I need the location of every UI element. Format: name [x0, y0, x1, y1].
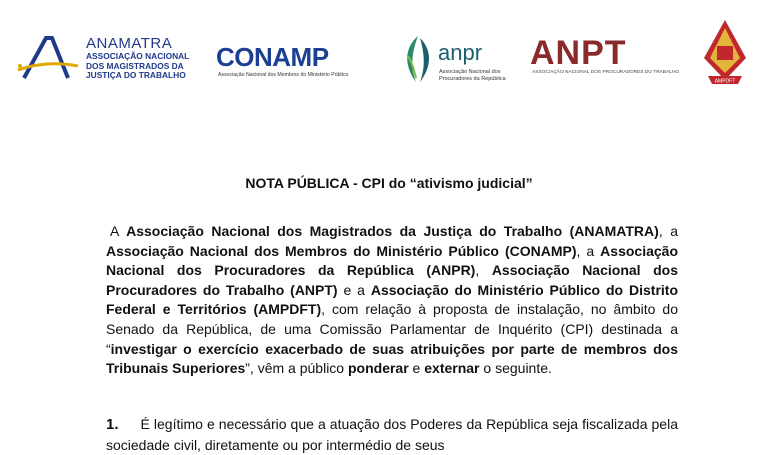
paragraph-intro — [106, 222, 678, 379]
org-ampdft: Associação do Ministério Público do Distrito Federal e Territórios (AMPDFT) — [106, 281, 678, 318]
org-conamp: Associação Nacional dos Membros do Ministério Público (CONAMP) — [106, 242, 577, 259]
anpt-logo — [530, 34, 680, 83]
text-run: , com relação à proposta de instalação, no âmbito do Senado da República, de uma Comissão Parlamentar de Inquérito (CPI) destinada a “ — [106, 301, 678, 357]
org-anpt: Associação Nacional dos Procuradores do Trabalho (ANPT) — [106, 262, 679, 298]
text-run: , — [475, 262, 492, 279]
text-run: e a — [337, 281, 371, 298]
paragraph-1 — [106, 414, 678, 455]
document-title: NOTA PÚBLICA - CPI do “ativismo judicial” — [245, 175, 533, 191]
anpr-name: anpr — [438, 40, 483, 65]
anamatra-subtitle — [86, 52, 189, 81]
ampdft-label: AMPDFT — [714, 78, 736, 85]
logo-header — [0, 0, 778, 110]
anamatra-logo — [16, 30, 190, 90]
anpr-logo — [398, 32, 518, 87]
anpr-emblem-icon — [398, 32, 438, 87]
cpi-purpose: investigar o exercício exacerbado de suas atribuições por parte de membros dos Tribunais Superiores — [106, 340, 678, 377]
conamp-logo — [216, 42, 356, 82]
anpr-caption-line: Procuradores da República — [439, 75, 506, 82]
conamp-name: CONAMP — [216, 42, 329, 72]
text-run: , a — [576, 242, 601, 259]
text-run: , a — [658, 223, 678, 239]
keyword-ponderar: ponderar — [347, 360, 409, 377]
ampdft-crest — [700, 18, 750, 88]
text-run: o seguinte. — [479, 360, 552, 377]
anamatra-name: ANAMATRA — [86, 35, 173, 52]
anpt-name: ANPT — [530, 34, 627, 72]
text-run: ”, vêm a público — [245, 360, 348, 377]
ampdft-crest-icon — [700, 18, 750, 88]
anamatra-sub-line: DOS MAGISTRADOS DA — [86, 60, 184, 71]
paragraph-number: 1. — [106, 416, 119, 433]
org-anamatra: Associação Nacional dos Magistrados da Justiça do Trabalho (ANAMATRA) — [126, 223, 659, 239]
anamatra-sub-line: JUSTIÇA DO TRABALHO — [86, 70, 186, 80]
org-anpr: Associação Nacional dos Procuradores da República (ANPR) — [106, 242, 678, 279]
conamp-caption: Associação Nacional dos Membros do Ministério Público — [218, 72, 349, 78]
anpr-caption-line: Associação Nacional dos — [439, 69, 501, 75]
text-run: A — [110, 223, 127, 239]
anpr-caption — [439, 69, 506, 82]
text-run: e — [408, 360, 425, 377]
anamatra-emblem-icon — [16, 30, 86, 90]
paragraph-text: É legítimo e necessário que a atuação dos Poderes da República seja fiscalizada pela sociedade civil, diretamente ou por intermédio de seus — [106, 416, 678, 453]
anamatra-sub-line: ASSOCIAÇÃO NACIONAL — [86, 51, 190, 61]
anpt-caption: ASSOCIAÇÃO NACIONAL DOS PROCURADORES DO TRABALHO — [532, 70, 680, 75]
keyword-externar: externar — [424, 360, 480, 377]
